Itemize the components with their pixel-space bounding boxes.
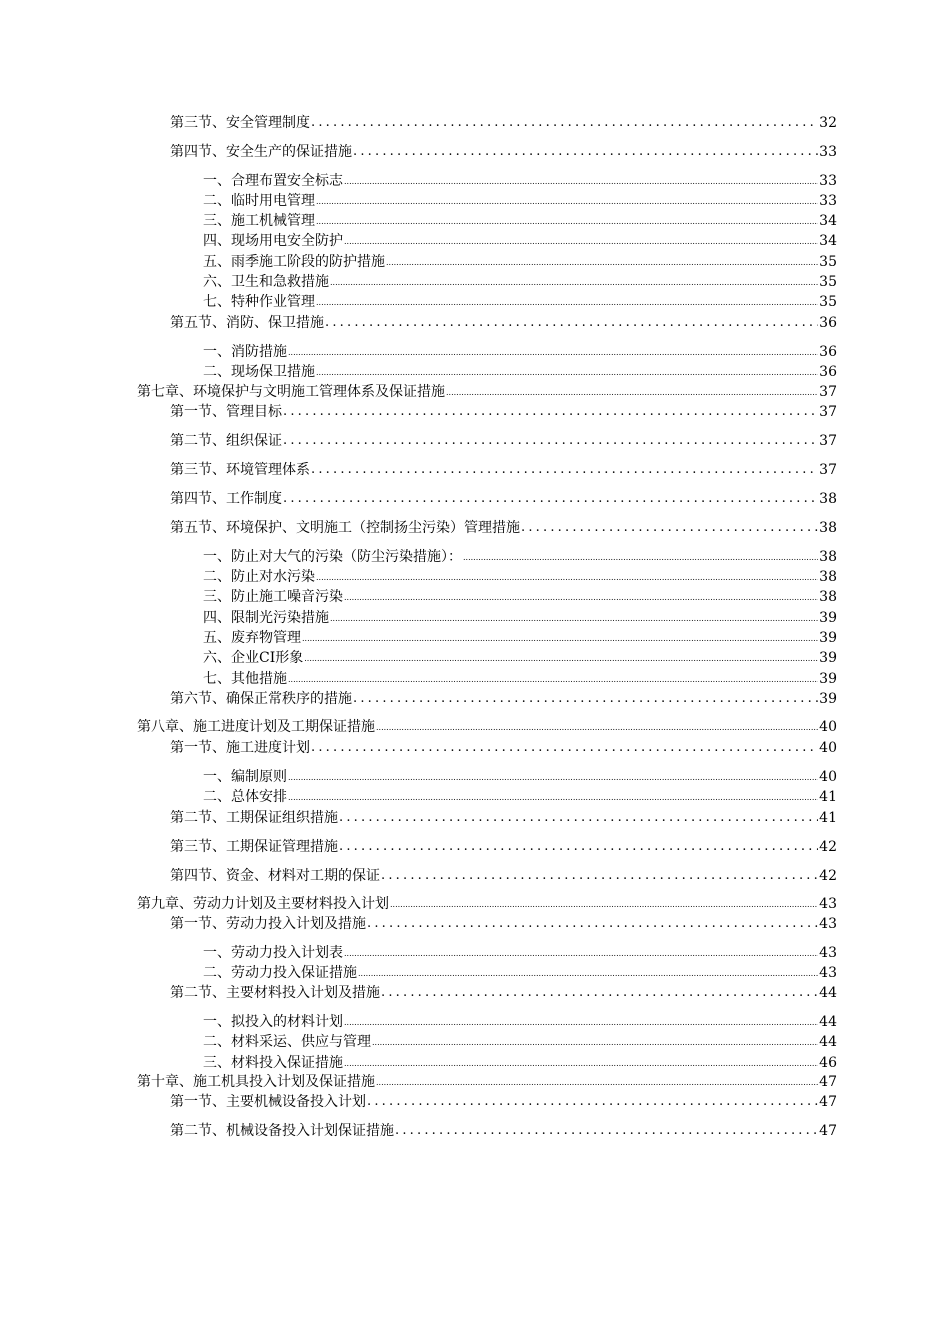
toc-entry-section[interactable] (170, 462, 837, 478)
dot-leader (463, 551, 818, 565)
toc-entry-item[interactable] (203, 630, 837, 646)
toc-page-number: 40 (819, 740, 837, 756)
toc-entry-section[interactable] (170, 115, 837, 131)
toc-entry-title: 五、雨季施工阶段的防护措施 (203, 254, 385, 270)
toc-entry-title: 二、总体安排 (203, 789, 287, 805)
toc-entry-section[interactable] (170, 839, 837, 855)
dot-leader (344, 1057, 818, 1071)
dot-leader (316, 571, 818, 585)
toc-page-number: 39 (819, 630, 837, 646)
toc-page-number: 41 (819, 810, 837, 826)
dot-leader (386, 256, 818, 270)
toc-entry-item[interactable] (203, 769, 837, 785)
toc-entry-section[interactable] (170, 1123, 837, 1139)
toc-page-number: 42 (819, 868, 837, 884)
toc-entry-title: 第六节、确保正常秩序的措施 (170, 691, 352, 707)
toc-page-number: 39 (819, 691, 837, 707)
toc-page-number: 47 (819, 1123, 837, 1139)
toc-page-number: 44 (819, 1014, 837, 1030)
dot-leader (311, 462, 818, 478)
toc-entry-title: 第八章、施工进度计划及工期保证措施 (137, 719, 375, 735)
toc-entry-item[interactable] (203, 569, 837, 585)
toc-page-number: 37 (819, 404, 837, 420)
toc-entry-title: 一、拟投入的材料计划 (203, 1014, 343, 1030)
dot-leader (288, 791, 818, 805)
toc-page-number: 43 (819, 945, 837, 961)
toc-page-number: 39 (819, 610, 837, 626)
toc-entry-title: 二、防止对水污染 (203, 569, 315, 585)
dot-leader (288, 771, 818, 785)
toc-entry-item[interactable] (203, 364, 837, 380)
toc-entry-title: 第五节、环境保护、文明施工（控制扬尘污染）管理措施 (170, 520, 520, 536)
toc-entry-item[interactable] (203, 965, 837, 981)
toc-entry-item[interactable] (203, 610, 837, 626)
dot-leader (376, 1076, 818, 1090)
toc-entry-title: 第二节、机械设备投入计划保证措施 (170, 1123, 394, 1139)
dot-leader (376, 721, 818, 735)
dot-leader (316, 215, 818, 229)
dot-leader (358, 967, 818, 981)
toc-entry-title: 第三节、安全管理制度 (170, 115, 310, 131)
toc-entry-title: 二、材料采运、供应与管理 (203, 1034, 371, 1050)
toc-entry-title: 五、废弃物管理 (203, 630, 301, 646)
dot-leader (311, 740, 818, 756)
toc-page-number: 41 (819, 789, 837, 805)
toc-entry-title: 六、卫生和急救措施 (203, 274, 329, 290)
dot-leader (304, 652, 818, 666)
toc-page-number: 34 (819, 213, 837, 229)
dot-leader (344, 591, 818, 605)
toc-page-number: 47 (819, 1074, 837, 1090)
dot-leader (353, 144, 818, 160)
toc-page-number: 38 (819, 569, 837, 585)
toc-entry-title: 第三节、环境管理体系 (170, 462, 310, 478)
dot-leader (288, 346, 818, 360)
toc-entry-title: 第三节、工期保证管理措施 (170, 839, 338, 855)
toc-entry-section[interactable] (170, 491, 837, 507)
toc-entry-title: 第二节、工期保证组织措施 (170, 810, 338, 826)
toc-entry-title: 一、合理布置安全标志 (203, 173, 343, 189)
toc-entry-title: 二、劳动力投入保证措施 (203, 965, 357, 981)
toc-entry-title: 三、施工机械管理 (203, 213, 315, 229)
toc-entry-item[interactable] (203, 294, 837, 310)
toc-entry-title: 四、现场用电安全防护 (203, 233, 343, 249)
dot-leader (367, 1094, 818, 1110)
dot-leader (330, 612, 818, 626)
toc-page-number: 33 (819, 193, 837, 209)
toc-page-number: 38 (819, 589, 837, 605)
dot-leader (395, 1123, 818, 1139)
toc-entry-section[interactable] (170, 740, 837, 756)
toc-entry-title: 七、特种作业管理 (203, 294, 315, 310)
toc-page-number: 35 (819, 294, 837, 310)
toc-entry-title: 七、其他措施 (203, 671, 287, 687)
toc-entry-title: 第四节、工作制度 (170, 491, 282, 507)
toc-entry-title: 第一节、管理目标 (170, 404, 282, 420)
toc-entry-chapter[interactable] (137, 719, 837, 735)
dot-leader (381, 985, 818, 1001)
toc-entry-section[interactable] (170, 315, 837, 331)
toc-entry-item[interactable] (203, 1014, 837, 1030)
toc-entry-title: 第九章、劳动力计划及主要材料投入计划 (137, 896, 389, 912)
toc-page-number: 34 (819, 233, 837, 249)
toc-page-number: 35 (819, 274, 837, 290)
toc-entry-title: 第五节、消防、保卫措施 (170, 315, 324, 331)
toc-entry-item[interactable] (203, 671, 837, 687)
toc-entry-section[interactable] (170, 810, 837, 826)
toc-entry-title: 一、防止对大气的污染（防尘污染措施）： (203, 549, 462, 565)
toc-page-number: 39 (819, 671, 837, 687)
dot-leader (311, 115, 818, 131)
toc-entry-title: 第二节、主要材料投入计划及措施 (170, 985, 380, 1001)
toc-entry-chapter[interactable] (137, 384, 837, 400)
toc-entry-section[interactable] (170, 404, 837, 420)
toc-page-number: 40 (819, 769, 837, 785)
toc-page-number: 43 (819, 916, 837, 932)
toc-entry-title: 第一节、施工进度计划 (170, 740, 310, 756)
dot-leader (302, 632, 818, 646)
toc-entry-title: 第十章、施工机具投入计划及保证措施 (137, 1074, 375, 1090)
dot-leader (316, 296, 818, 310)
dot-leader (283, 433, 818, 449)
dot-leader (288, 673, 818, 687)
toc-entry-title: 第四节、安全生产的保证措施 (170, 144, 352, 160)
toc-entry-item[interactable] (203, 213, 837, 229)
toc-entry-title: 第一节、主要机械设备投入计划 (170, 1094, 366, 1110)
toc-page-number: 44 (819, 1034, 837, 1050)
toc-entry-section[interactable] (170, 520, 837, 536)
toc-page-number: 37 (819, 462, 837, 478)
toc-page-number: 33 (819, 144, 837, 160)
toc-entry-title: 三、材料投入保证措施 (203, 1055, 343, 1071)
toc-entry-title: 一、编制原则 (203, 769, 287, 785)
dot-leader (344, 947, 818, 961)
dot-leader (390, 898, 818, 912)
toc-entry-item[interactable] (203, 193, 837, 209)
dot-leader (446, 386, 818, 400)
toc-page-number: 36 (819, 315, 837, 331)
toc-page-number: 38 (819, 520, 837, 536)
toc-page-number: 38 (819, 549, 837, 565)
dot-leader (330, 276, 818, 290)
toc-entry-section[interactable] (170, 433, 837, 449)
toc-entry-section[interactable] (170, 691, 837, 707)
dot-leader (325, 315, 818, 331)
toc-entry-title: 三、防止施工噪音污染 (203, 589, 343, 605)
dot-leader (344, 1016, 818, 1030)
dot-leader (381, 868, 818, 884)
toc-entry-title: 第一节、劳动力投入计划及措施 (170, 916, 366, 932)
toc-entry-item[interactable] (203, 274, 837, 290)
toc-entry-section[interactable] (170, 1094, 837, 1110)
toc-entry-section[interactable] (170, 868, 837, 884)
toc-page-number: 43 (819, 896, 837, 912)
toc-page-number: 37 (819, 433, 837, 449)
toc-page-number: 46 (819, 1055, 837, 1071)
toc-entry-title: 二、临时用电管理 (203, 193, 315, 209)
dot-leader (283, 404, 818, 420)
toc-entry-item[interactable] (203, 344, 837, 360)
toc-entry-item[interactable] (203, 789, 837, 805)
toc-entry-item[interactable] (203, 173, 837, 189)
toc-page-number: 42 (819, 839, 837, 855)
toc-page-number: 44 (819, 985, 837, 1001)
toc-page-number: 33 (819, 173, 837, 189)
dot-leader (316, 195, 818, 209)
toc-entry-title: 第二节、组织保证 (170, 433, 282, 449)
toc-entry-title: 一、消防措施 (203, 344, 287, 360)
dot-leader (344, 175, 818, 189)
toc-entry-title: 二、现场保卫措施 (203, 364, 315, 380)
toc-entry-section[interactable] (170, 916, 837, 932)
toc-entry-item[interactable] (203, 549, 837, 565)
toc-page-number: 47 (819, 1094, 837, 1110)
toc-page-number: 37 (819, 384, 837, 400)
toc-entry-item[interactable] (203, 254, 837, 270)
toc-page-number: 36 (819, 344, 837, 360)
dot-leader (353, 691, 818, 707)
dot-leader (316, 366, 818, 380)
dot-leader (339, 839, 818, 855)
toc-page-number: 39 (819, 650, 837, 666)
dot-leader (367, 916, 818, 932)
toc-entry-section[interactable] (170, 144, 837, 160)
toc-entry-chapter[interactable] (137, 1074, 837, 1090)
dot-leader (283, 491, 818, 507)
dot-leader (521, 520, 818, 536)
dot-leader (372, 1036, 818, 1050)
toc-entry-item[interactable] (203, 945, 837, 961)
toc-entry-item[interactable] (203, 1034, 837, 1050)
toc-page-number: 40 (819, 719, 837, 735)
toc-page-number: 43 (819, 965, 837, 981)
toc-entry-item[interactable] (203, 233, 837, 249)
toc-page-number: 35 (819, 254, 837, 270)
toc-entry-section[interactable] (170, 985, 837, 1001)
toc-entry-title: 第七章、环境保护与文明施工管理体系及保证措施 (137, 384, 445, 400)
toc-page-number: 32 (819, 115, 837, 131)
toc-entry-item[interactable] (203, 1055, 837, 1071)
toc-page-number: 38 (819, 491, 837, 507)
toc-entry-title: 六、企业CI形象 (203, 650, 304, 666)
toc-entry-item[interactable] (203, 650, 837, 666)
dot-leader (339, 810, 818, 826)
toc-entry-title: 第四节、资金、材料对工期的保证 (170, 868, 380, 884)
dot-leader (344, 235, 818, 249)
toc-entry-item[interactable] (203, 589, 837, 605)
toc-entry-chapter[interactable] (137, 896, 837, 912)
toc-entry-title: 一、劳动力投入计划表 (203, 945, 343, 961)
toc-page-number: 36 (819, 364, 837, 380)
toc-entry-title: 四、限制光污染措施 (203, 610, 329, 626)
